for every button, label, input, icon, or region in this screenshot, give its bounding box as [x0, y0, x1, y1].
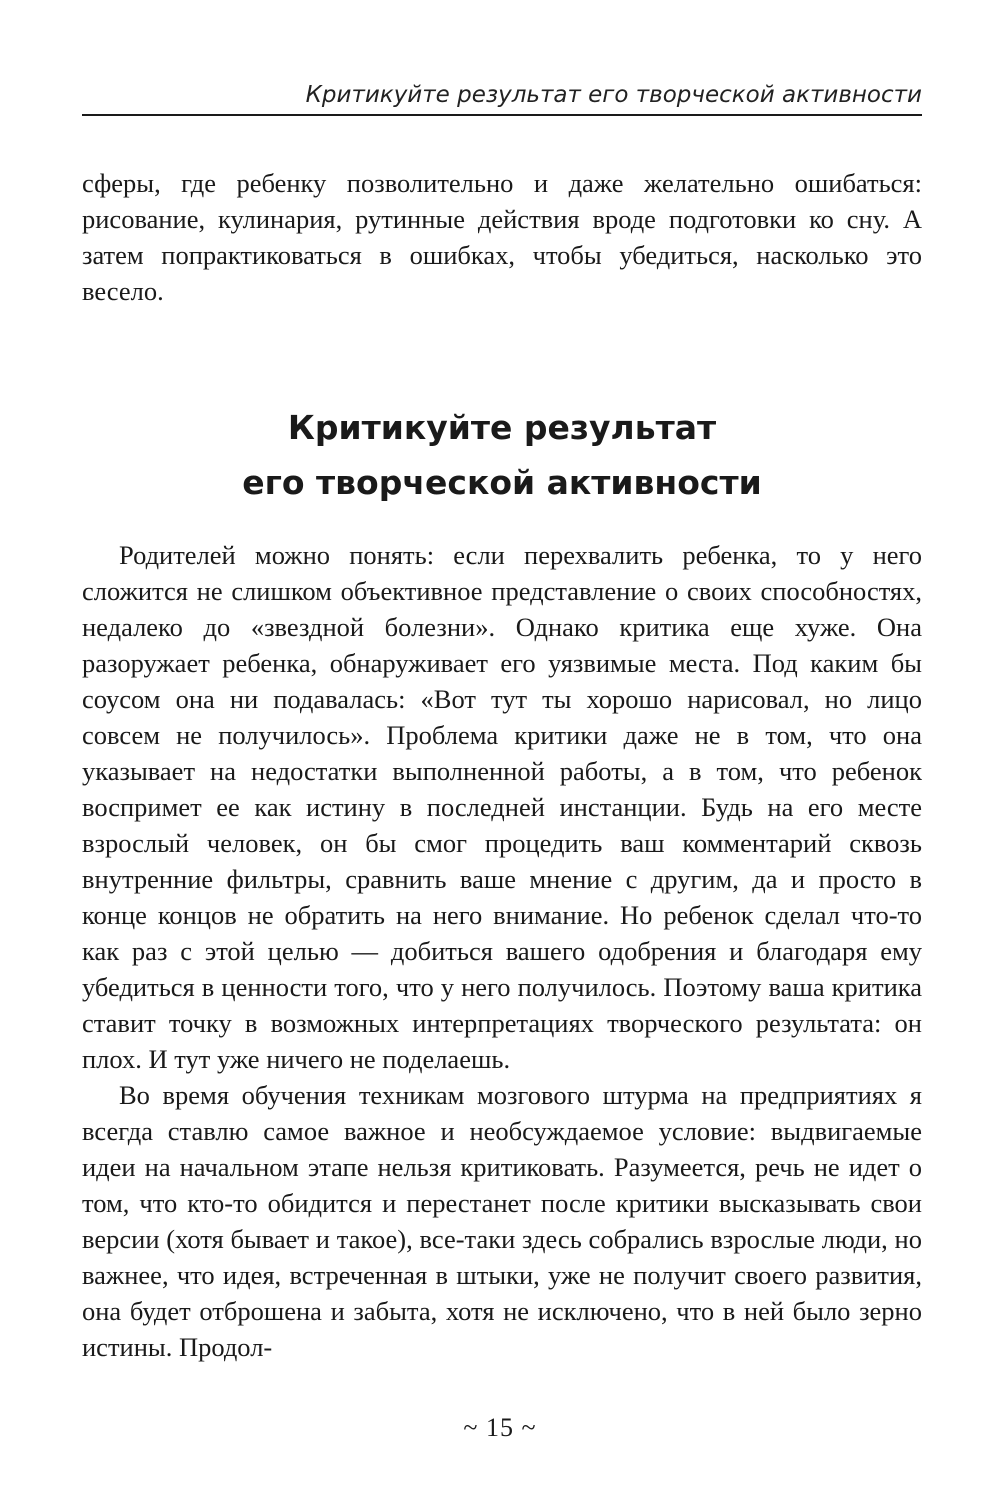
continuation-paragraph: сферы, где ребенку позволительно и даже желательно ошибаться: рисование, кулинария, рутинные действия вроде подготовки ко сну. А затем попрактиковаться в ошибках, чтобы убедиться, насколько это весело.: [82, 168, 922, 306]
paragraph-1: Родителей можно понять: если перехвалить ребенка, то у него сложится не слишком объективное представление о своих способностях, недалеко до «звездной болезни». Однако критика еще хуже. Она разоружает ребенка, обнаруживает его уязвимые места. Под каким бы соусом она ни подавалась: «Вот тут ты хорошо нарисовал, но лицо совсем не получилось». Проблема критики даже не в том, что она указывает на недостатки выполненной работы, а в том, что ребенок воспримет ее как истину в последней инстанции. Будь на его месте взрослый человек, он бы смог процедить ваш комментарий сквозь внутренние фильтры, сравнить ваше мнение с другим, да и просто в конце концов не обратить на него внимание. Но ребенок сделал что-то как раз с этой целью — добиться вашего одобрения и благодаря ему убедиться в ценности того, что у него получилось. Поэтому ваша критика ставит точку в возможных интерпретациях творческого результата: он плох. И тут уже ничего не поделаешь.: [82, 540, 922, 1074]
page-number: ~ 15 ~: [463, 1413, 537, 1442]
running-header: [82, 80, 922, 116]
continuation-block: [82, 165, 922, 309]
paragraph-2: Во время обучения техникам мозгового штурма на предприятиях я всегда ставлю самое важное и необсуждаемое условие: выдвигаемые идеи на начальном этапе нельзя критиковать. Разумеется, речь не идет о том, что кто-то обидится и перестанет после критики высказывать свои версии (хотя бывает и такое), все-таки здесь собрались взрослые люди, но важнее, что идея, встреченная в штыки, уже не получит своего развития, она будет отброшена и забыта, хотя не исключено, что в ней было зерно истины. Продол-: [82, 1080, 922, 1362]
section-title: [82, 400, 922, 510]
main-text: [82, 537, 922, 1365]
section-title-line-2: его творческой активности: [242, 463, 762, 502]
section-title-line-1: Критикуйте результат: [287, 408, 717, 447]
running-head-text: Критикуйте результат его творческой активности: [305, 82, 922, 108]
